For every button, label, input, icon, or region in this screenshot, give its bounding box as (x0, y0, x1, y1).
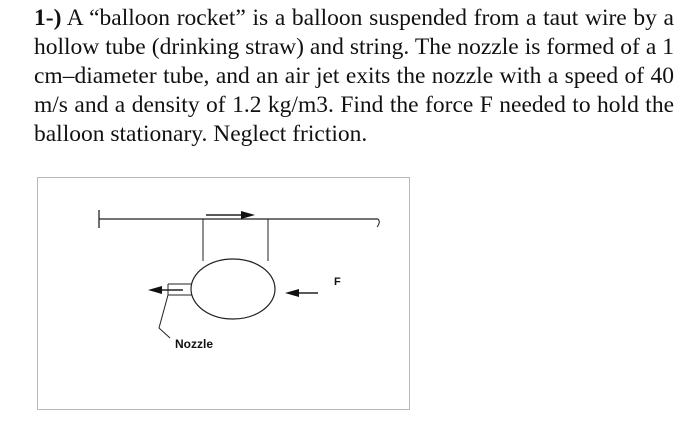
problem-text: A “balloon rocket” is a balloon suspended from a taut wire by a hollow tube (drinking straw) and string. The nozzle is formed of a 1 cm–diameter tube, and an air jet exits the nozzle with a speed of 40 m/s and a density of 1.2 kg/m3. Find the force F needed to hold the balloon stationary. Neglect friction. (34, 5, 674, 147)
motion-arrow-head (241, 211, 255, 219)
nozzle-label: Nozzle (175, 337, 214, 351)
balloon (191, 259, 275, 319)
wire-end (377, 219, 379, 227)
balloon-rocket-figure (37, 177, 410, 410)
problem-statement (34, 4, 674, 149)
force-arrow-head (285, 289, 299, 297)
nozzle-leader-line (159, 295, 170, 338)
balloon-rocket-diagram (38, 178, 411, 411)
force-label: F (334, 276, 341, 288)
problem-number: 1-) (34, 5, 62, 31)
jet-arrow-head (148, 286, 162, 294)
